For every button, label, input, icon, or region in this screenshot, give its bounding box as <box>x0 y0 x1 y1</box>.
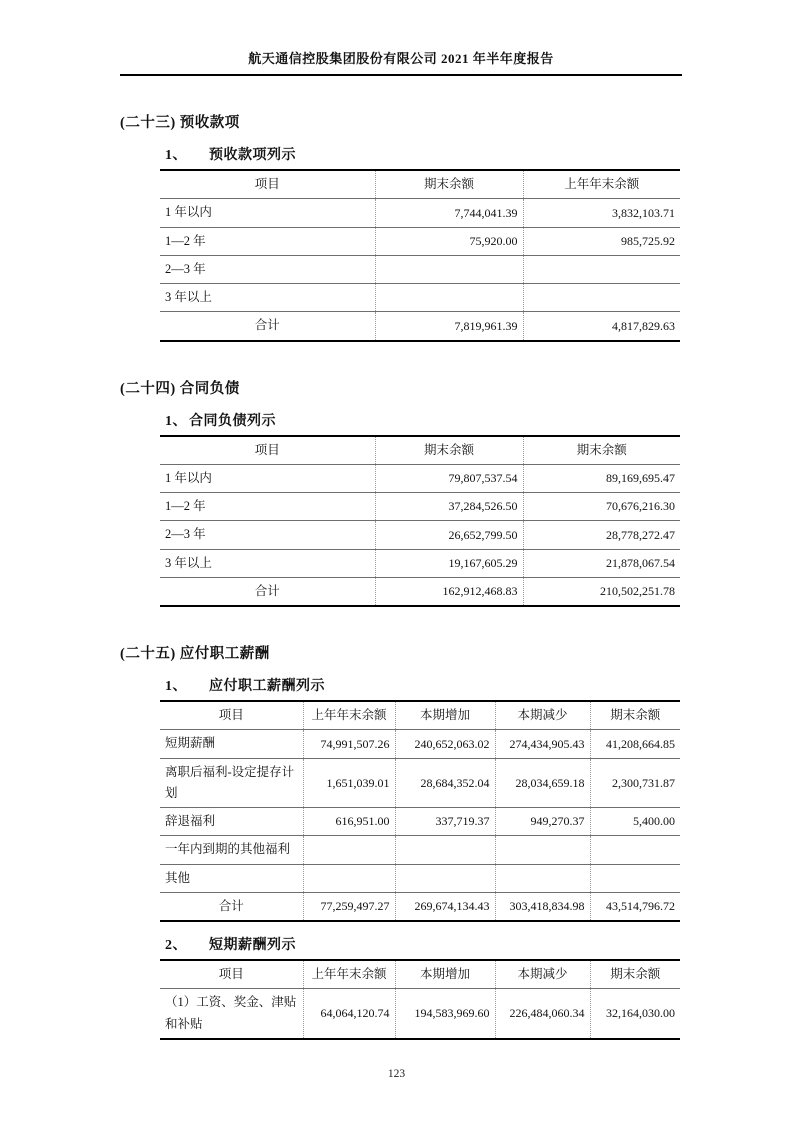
document-title: 航天通信控股集团股份有限公司 2021 年半年度报告 <box>248 51 554 66</box>
row-label: 短期薪酬 <box>160 730 303 758</box>
cell-value: 70,676,216.30 <box>523 493 680 521</box>
column-header: 项目 <box>160 436 375 465</box>
row-label: 2—3 年 <box>160 255 375 283</box>
row-label: 1 年以内 <box>160 464 375 492</box>
cell-value: 274,434,905.43 <box>495 730 590 758</box>
total-label: 合计 <box>254 583 280 598</box>
cell-value: 28,684,352.04 <box>395 758 495 808</box>
short-term-compensation-table <box>160 959 680 1040</box>
cell-value: 19,167,605.29 <box>375 549 523 577</box>
row-label: 其他 <box>160 864 303 892</box>
cell-value <box>303 864 395 892</box>
column-header: 期末余额 <box>590 960 680 989</box>
sub-heading-text: 短期薪酬列示 <box>209 938 296 953</box>
total-value: 4,817,829.63 <box>523 312 680 341</box>
table-header-row <box>160 170 680 199</box>
cell-value: 41,208,664.85 <box>590 730 680 758</box>
table-row <box>160 808 680 836</box>
table-row <box>160 549 680 577</box>
total-value: 210,502,251.78 <box>523 577 680 606</box>
cell-value <box>523 284 680 312</box>
row-label: 1—2 年 <box>160 227 375 255</box>
total-value: 43,514,796.72 <box>590 892 680 921</box>
cell-value: 28,778,272.47 <box>523 521 680 549</box>
cell-value: 1,651,039.01 <box>303 758 395 808</box>
table-row <box>160 730 680 758</box>
section-24-sub1-heading <box>165 410 682 430</box>
column-header: 上年年末余额 <box>523 170 680 199</box>
sub-heading-number: 1、 <box>165 148 187 163</box>
row-label: 离职后福利-设定提存计划 <box>160 758 303 808</box>
cell-value: 75,920.00 <box>375 227 523 255</box>
cell-value: 226,484,060.34 <box>495 989 590 1039</box>
table-row <box>160 199 680 227</box>
sub-heading-text: 合同负债列示 <box>189 413 276 429</box>
table-row <box>160 758 680 808</box>
table-total-row <box>160 577 680 606</box>
cell-value <box>523 255 680 283</box>
cell-value <box>303 836 395 864</box>
row-label: （1）工资、奖金、津贴和补贴 <box>165 995 297 1031</box>
section-25-title: (二十五) 应付职工薪酬 <box>120 646 270 662</box>
cell-value: 74,991,507.26 <box>303 730 395 758</box>
row-label: 2—3 年 <box>160 521 375 549</box>
column-header: 项目 <box>160 701 303 730</box>
table-row <box>160 493 680 521</box>
cell-value <box>375 255 523 283</box>
column-header: 上年年末余额 <box>303 960 395 989</box>
column-header: 期末余额 <box>375 436 523 465</box>
cell-value: 194,583,969.60 <box>395 989 495 1039</box>
sub-heading-number: 1、 <box>165 413 187 429</box>
table-row <box>160 284 680 312</box>
column-header: 期末余额 <box>590 701 680 730</box>
advance-receipts-table <box>160 169 680 342</box>
cell-value <box>395 864 495 892</box>
row-label: 辞退福利 <box>160 808 303 836</box>
cell-value <box>590 864 680 892</box>
cell-value <box>395 836 495 864</box>
cell-value: 64,064,120.74 <box>303 989 395 1039</box>
table-header-row <box>160 960 680 989</box>
document-header <box>120 48 682 76</box>
page-footer <box>0 1068 793 1080</box>
section-23-sub1-heading <box>165 144 682 164</box>
cell-value: 240,652,063.02 <box>395 730 495 758</box>
table-row <box>160 521 680 549</box>
table-row <box>160 464 680 492</box>
cell-value: 26,652,799.50 <box>375 521 523 549</box>
cell-value: 337,719.37 <box>395 808 495 836</box>
column-header: 期末余额 <box>523 436 680 465</box>
column-header: 项目 <box>160 170 375 199</box>
cell-value: 949,270.37 <box>495 808 590 836</box>
cell-value: 21,878,067.54 <box>523 549 680 577</box>
cell-value: 5,400.00 <box>590 808 680 836</box>
total-value: 7,819,961.39 <box>375 312 523 341</box>
cell-value: 3,832,103.71 <box>523 199 680 227</box>
table-row <box>160 989 680 1039</box>
cell-value <box>590 836 680 864</box>
total-label: 合计 <box>218 898 244 913</box>
cell-value <box>375 284 523 312</box>
table-row <box>160 227 680 255</box>
total-label: 合计 <box>254 318 280 333</box>
sub-heading-number: 2、 <box>165 938 187 953</box>
table-header-row <box>160 436 680 465</box>
row-label: 3 年以上 <box>160 284 375 312</box>
column-header: 上年年末余额 <box>303 701 395 730</box>
column-header: 本期增加 <box>395 701 495 730</box>
row-label: 一年内到期的其他福利 <box>160 836 303 864</box>
table-header-row <box>160 701 680 730</box>
cell-value: 32,164,030.00 <box>590 989 680 1039</box>
column-header: 本期减少 <box>495 960 590 989</box>
column-header: 项目 <box>160 960 303 989</box>
sub-heading-text: 预收款项列示 <box>209 148 296 163</box>
row-label: 3 年以上 <box>160 549 375 577</box>
column-header: 本期减少 <box>495 701 590 730</box>
cell-value <box>495 836 590 864</box>
cell-value <box>495 864 590 892</box>
page-number: 123 <box>387 1068 406 1080</box>
cell-value: 79,807,537.54 <box>375 464 523 492</box>
total-value: 162,912,468.83 <box>375 577 523 606</box>
section-25-sub1-heading <box>165 675 682 695</box>
total-value: 77,259,497.27 <box>303 892 395 921</box>
employee-compensation-table <box>160 700 680 922</box>
table-total-row <box>160 312 680 341</box>
cell-value: 985,725.92 <box>523 227 680 255</box>
row-label: 1 年以内 <box>160 199 375 227</box>
section-25-sub2-heading <box>165 934 682 954</box>
sub-heading-text: 应付职工薪酬列示 <box>209 679 325 694</box>
total-value: 269,674,134.43 <box>395 892 495 921</box>
cell-value: 616,951.00 <box>303 808 395 836</box>
cell-value: 28,034,659.18 <box>495 758 590 808</box>
column-header: 本期增加 <box>395 960 495 989</box>
contract-liabilities-table <box>160 435 680 608</box>
table-row <box>160 864 680 892</box>
cell-value: 37,284,526.50 <box>375 493 523 521</box>
sub-heading-number: 1、 <box>165 679 187 694</box>
cell-value: 7,744,041.39 <box>375 199 523 227</box>
column-header: 期末余额 <box>375 170 523 199</box>
table-row <box>160 836 680 864</box>
total-value: 303,418,834.98 <box>495 892 590 921</box>
cell-value: 2,300,731.87 <box>590 758 680 808</box>
row-label: 1—2 年 <box>160 493 375 521</box>
table-row <box>160 255 680 283</box>
table-total-row <box>160 892 680 921</box>
section-24-title: (二十四) 合同负债 <box>120 380 240 397</box>
cell-value: 89,169,695.47 <box>523 464 680 492</box>
section-23-title: (二十三) 预收款项 <box>120 115 240 131</box>
